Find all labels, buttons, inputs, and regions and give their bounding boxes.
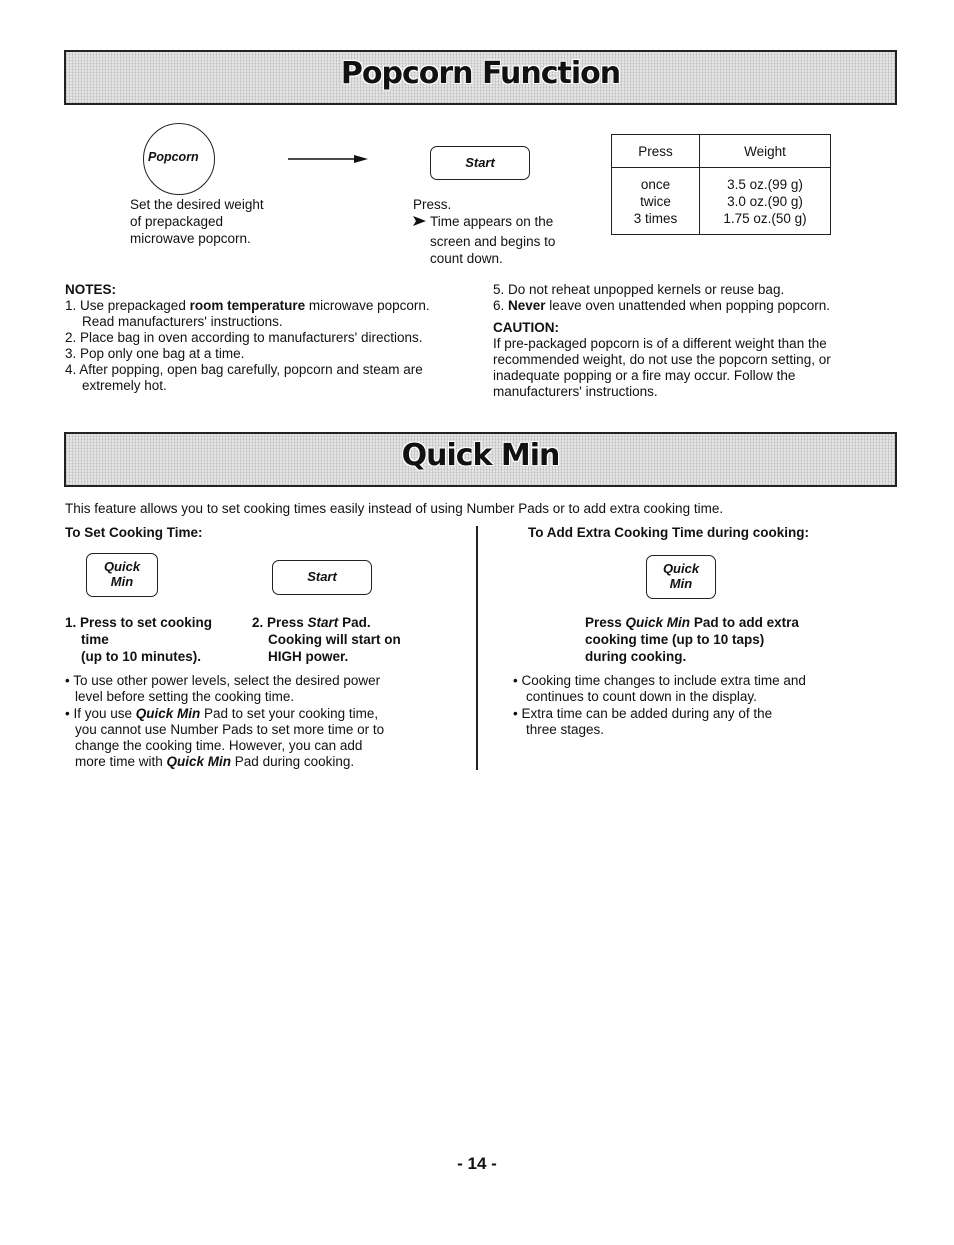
left-bullet-2-line2: you cannot use Number Pads to set more time or to: [75, 722, 385, 737]
weight-3-times: 1.75 oz.(50 g): [723, 210, 807, 226]
add-press-c: Pad to add extra: [690, 615, 799, 630]
set-cooking-time-heading: To Set Cooking Time:: [65, 525, 203, 540]
popcorn-step1-line1: Set the desired weight: [130, 197, 264, 212]
caution-line-2: recommended weight, do not use the popcorn setting, or: [493, 352, 831, 367]
quick-min-pad: [86, 553, 158, 597]
qm-step1-line1: 1. Press to set cooking: [65, 615, 213, 630]
add-quick-min-pad-quick: Quick: [662, 561, 700, 576]
table-weight-cell: [700, 168, 831, 235]
add-quick-min-pad: [646, 555, 716, 599]
weight-twice: 3.0 oz.(90 g): [727, 193, 803, 209]
note-6: [493, 298, 830, 314]
right-bullet-2-line2: three stages.: [526, 722, 605, 737]
note-2: 2. Place bag in oven according to manufacturers' directions.: [65, 330, 423, 345]
left-bullet-2-f: more time with: [75, 754, 167, 769]
left-bullet-2-c: Pad to set your cooking time,: [200, 706, 379, 721]
qm-step2-c: Pad.: [338, 615, 371, 630]
table-header-press: Press: [612, 135, 700, 168]
weight-once: 3.5 oz.(99 g): [727, 176, 803, 192]
quick-min-pad-quick: Quick: [103, 559, 141, 574]
note-6-c: leave oven unattended when popping popcorn.: [545, 298, 831, 313]
note-4-cont: extremely hot.: [82, 378, 167, 393]
notes-heading: NOTES:: [65, 282, 117, 297]
left-bullet-2-b: Quick Min: [135, 706, 201, 721]
press-3-times: 3 times: [633, 210, 678, 226]
add-press-line3: during cooking.: [585, 649, 687, 664]
note-6-b: Never: [508, 298, 546, 313]
popcorn-function-title: Popcorn Function: [340, 56, 621, 91]
press-once: once: [640, 176, 671, 192]
left-bullet-2-a: • If you use: [65, 706, 136, 721]
popcorn-step2-line3: count down.: [430, 251, 503, 266]
note-4: 4. After popping, open bag carefully, popcorn and steam are: [65, 362, 423, 377]
start-pad-label: Start: [465, 155, 495, 170]
note-1-c: microwave popcorn.: [305, 298, 430, 313]
add-press-line1: [585, 614, 799, 631]
note-1-a: 1. Use prepackaged: [65, 298, 190, 313]
add-press-line2: cooking time (up to 10 taps): [585, 632, 765, 647]
right-bullet-1-line2: continues to count down in the display.: [526, 689, 757, 704]
caution-line-4: manufacturers' instructions.: [493, 384, 658, 399]
left-bullet-2-h: Pad during cooking.: [231, 754, 355, 769]
popcorn-function-banner: [64, 50, 897, 105]
add-extra-time-heading: To Add Extra Cooking Time during cooking:: [528, 525, 810, 540]
qm-step2-line2: Cooking will start on: [268, 632, 401, 647]
right-bullet-1-line1: • Cooking time changes to include extra time and: [513, 673, 806, 688]
note-5: 5. Do not reheat unpopped kernels or reuse bag.: [493, 282, 785, 297]
table-header-weight: Weight: [700, 135, 831, 168]
quick-min-banner: [64, 432, 897, 487]
qm-step2-line1: [252, 614, 371, 631]
quick-min-start-pad: [272, 560, 372, 595]
left-bullet-2-line1: [65, 705, 378, 722]
press-twice: twice: [640, 193, 671, 209]
popcorn-weight-table: [611, 134, 831, 235]
column-divider: [476, 526, 478, 770]
left-bullet-1-line2: level before setting the cooking time.: [75, 689, 295, 704]
qm-step2-b: Start: [307, 615, 339, 630]
note-6-a: 6.: [493, 298, 509, 313]
add-press-a: Press: [585, 615, 626, 630]
pointer-arrow-icon: [413, 215, 427, 227]
qm-step1-line2: time: [81, 632, 109, 647]
popcorn-step2-line2: screen and begins to: [430, 234, 556, 249]
popcorn-step1-line2: of prepackaged: [130, 214, 224, 229]
left-bullet-2-line4: [75, 753, 354, 770]
right-arrow-icon: [288, 152, 370, 166]
caution-line-3: inadequate popping or a fire may occur. Follow the: [493, 368, 796, 383]
table-press-cell: [612, 168, 700, 235]
left-bullet-2-line3: change the cooking time. However, you can add: [75, 738, 363, 753]
popcorn-pad-label: Popcorn: [148, 150, 199, 164]
note-1-b: room temperature: [189, 298, 306, 313]
quick-min-intro: This feature allows you to set cooking times easily instead of using Number Pads or to add extra cooking time.: [65, 501, 724, 516]
right-bullet-2-line1: • Extra time can be added during any of the: [513, 706, 773, 721]
popcorn-pad: [143, 123, 215, 195]
qm-step1-line3: (up to 10 minutes).: [81, 649, 202, 664]
quick-min-pad-min: Min: [110, 574, 134, 589]
qm-step2-line3: HIGH power.: [268, 649, 349, 664]
popcorn-step2-line1: Time appears on the: [430, 214, 554, 229]
page-number: - 14 -: [457, 1154, 497, 1173]
left-bullet-2-g: Quick Min: [166, 754, 232, 769]
caution-line-1: If pre-packaged popcorn is of a different weight than the: [493, 336, 827, 351]
caution-heading: CAUTION:: [493, 320, 559, 335]
note-1: [65, 298, 430, 314]
add-press-b: Quick Min: [625, 615, 691, 630]
note-1-cont: Read manufacturers' instructions.: [82, 314, 283, 329]
add-quick-min-pad-min: Min: [669, 576, 693, 591]
qm-step2-a: 2. Press: [252, 615, 308, 630]
popcorn-step2-press: Press.: [413, 197, 452, 212]
popcorn-step1-line3: microwave popcorn.: [130, 231, 251, 246]
note-3: 3. Pop only one bag at a time.: [65, 346, 245, 361]
quick-min-title: Quick Min: [401, 438, 560, 473]
left-bullet-1-line1: • To use other power levels, select the desired power: [65, 673, 381, 688]
start-pad: [430, 146, 530, 180]
quick-min-start-label: Start: [307, 569, 337, 584]
